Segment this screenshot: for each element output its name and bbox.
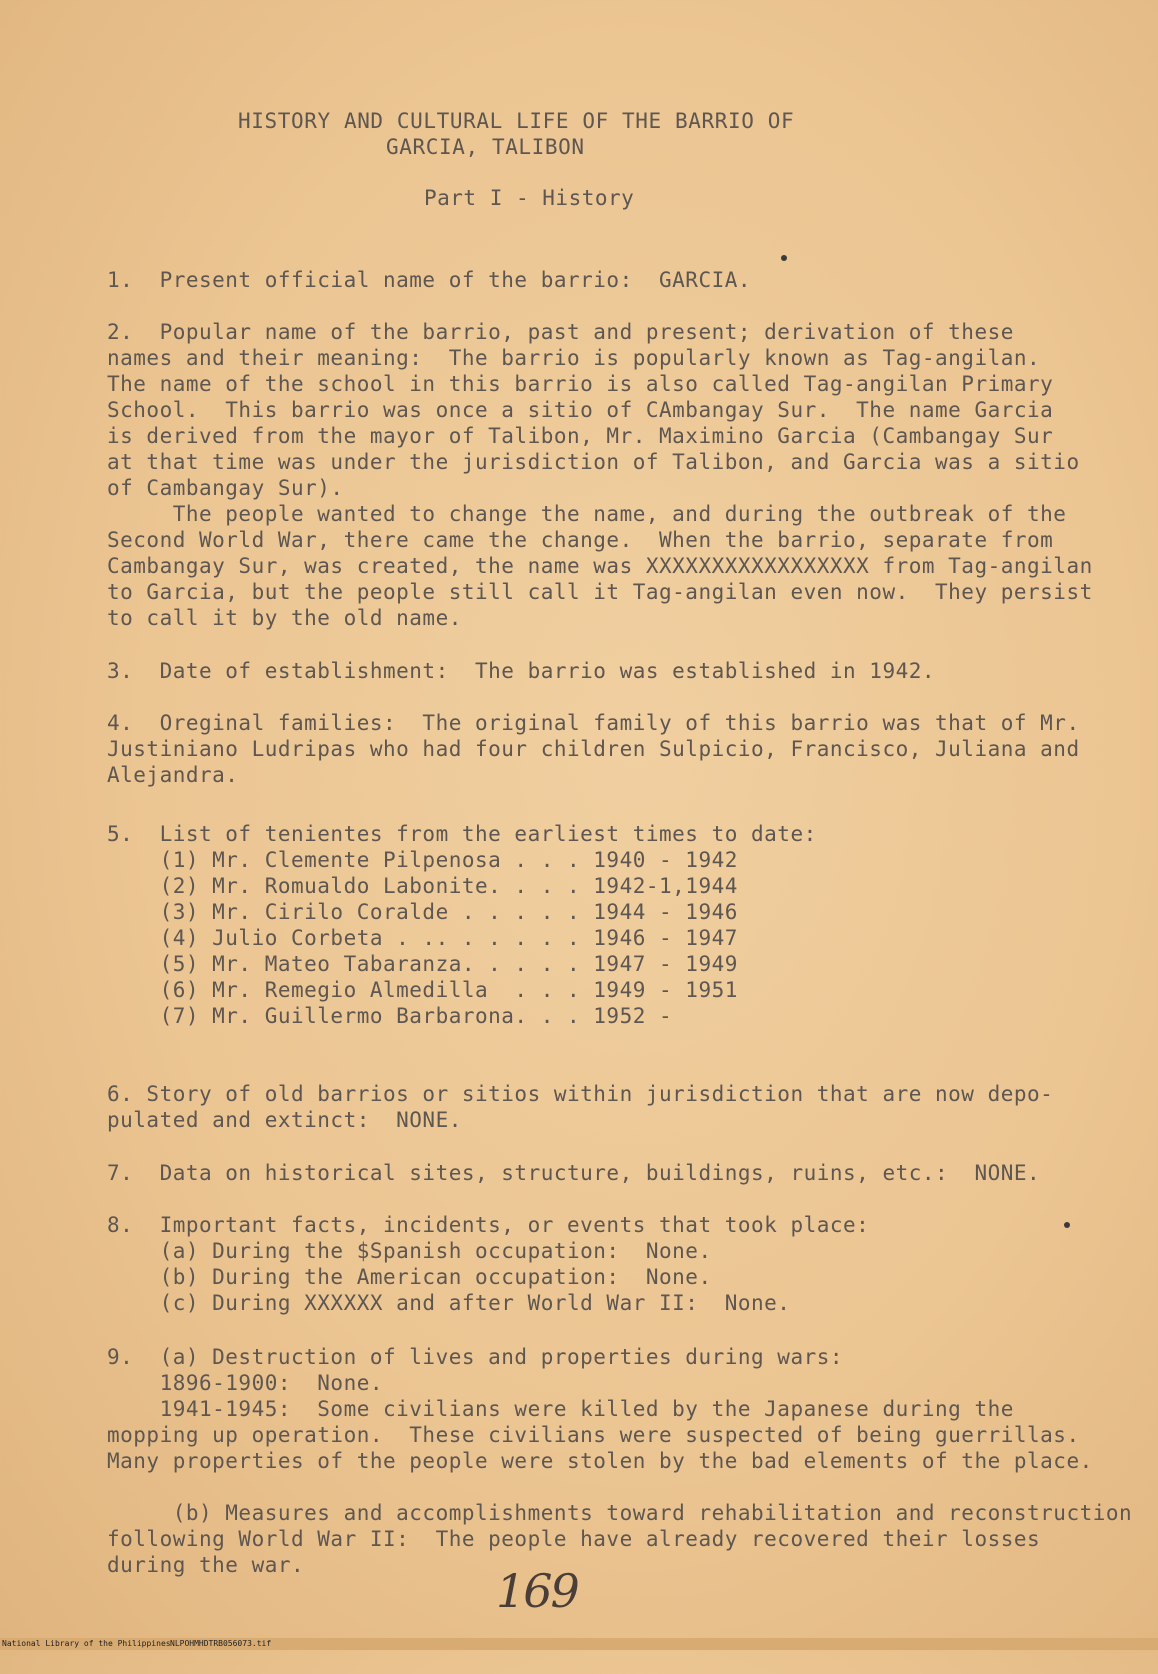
document-title-line-2: GARCIA, TALIBON <box>386 135 585 159</box>
text-line: Justiniano Ludripas who had four children Sulpicio, Francisco, Juliana and <box>107 737 1080 761</box>
text-line: Cambangay Sur, was created, the name was XXXXXXXXXXXXXXXXX from Tag-angilan <box>107 554 1093 578</box>
text-line: 9. (a) Destruction of lives and properties during wars: <box>107 1345 844 1369</box>
text-line: 7. Data on historical sites, structure, buildings, ruins, etc.: NONE. <box>107 1161 1041 1185</box>
text-line: 4. Oreginal families: The original family of this barrio was that of Mr. <box>107 711 1080 735</box>
text-line: to call it by the old name. <box>107 606 462 630</box>
text-line: 1896-1900: None. <box>107 1371 384 1395</box>
footer-bar <box>0 1638 1158 1650</box>
page-number-handwritten: 169 <box>496 1564 578 1618</box>
footer-filename: NLPOHMHDTRB056073.tif <box>170 1639 272 1648</box>
text-line: pulated and extinct: NONE. <box>107 1108 462 1132</box>
text-line: names and their meaning: The barrio is popularly known as Tag-angilan. <box>107 346 1041 370</box>
text-line: School. This barrio was once a sitio of CAmbangay Sur. The name Garcia <box>107 398 1054 422</box>
text-line: 5. List of tenientes from the earliest times to date: <box>107 822 817 846</box>
text-line: (b) During the American occupation: None. <box>107 1265 712 1289</box>
teniente-entry: (3) Mr. Cirilo Coralde . . . . . 1944 - 1946 <box>107 900 738 924</box>
teniente-entry: (1) Mr. Clemente Pilpenosa . . . 1940 - 1942 <box>107 848 738 872</box>
text-line: 8. Important facts, incidents, or events that took place: <box>107 1213 870 1237</box>
text-line: Second World War, there came the change. When the barrio, separate from <box>107 528 1054 552</box>
text-line: Many properties of the people were stolen by the bad elements of the place. <box>107 1449 1093 1473</box>
text-line: 1941-1945: Some civilians were killed by the Japanese during the <box>107 1397 1014 1421</box>
text-line: Alejandra. <box>107 763 239 787</box>
text-line: of Cambangay Sur). <box>107 476 344 500</box>
footer-source: National Library of the Philippines <box>2 1639 171 1648</box>
teniente-entry: (6) Mr. Remegio Almedilla . . . 1949 - 1951 <box>107 978 738 1002</box>
teniente-entry: (7) Mr. Guillermo Barbarona. . . 1952 - <box>107 1004 673 1028</box>
text-line: (b) Measures and accomplishments toward rehabilitation and reconstruction <box>107 1501 1133 1525</box>
text-line: mopping up operation. These civilians were suspected of being guerrillas. <box>107 1423 1080 1447</box>
text-line: 1. Present official name of the barrio: GARCIA. <box>107 268 752 292</box>
text-line: 6. Story of old barrios or sitios within jurisdiction that are now depo- <box>107 1082 1054 1106</box>
text-line: The people wanted to change the name, and during the outbreak of the <box>107 502 1067 526</box>
text-line: (c) During XXXXXX and after World War II: None. <box>107 1291 791 1315</box>
ink-dot <box>781 255 787 261</box>
text-line: The name of the school in this barrio is also called Tag-angilan Primary <box>107 372 1054 396</box>
teniente-entry: (5) Mr. Mateo Tabaranza. . . . . 1947 - 1949 <box>107 952 738 976</box>
text-line: at that time was under the jurisdiction of Talibon, and Garcia was a sitio <box>107 450 1080 474</box>
text-line: following World War II: The people have already recovered their losses <box>107 1527 1041 1551</box>
text-line: 2. Popular name of the barrio, past and present; derivation of these <box>107 320 1014 344</box>
text-line: 3. Date of establishment: The barrio was established in 1942. <box>107 659 936 683</box>
text-line: (a) During the $Spanish occupation: None. <box>107 1239 712 1263</box>
teniente-entry: (4) Julio Corbeta . .. . . . . . 1946 - 1947 <box>107 926 738 950</box>
teniente-entry: (2) Mr. Romualdo Labonite. . . . 1942-1,1944 <box>107 874 738 898</box>
document-title-line-1: HISTORY AND CULTURAL LIFE OF THE BARRIO OF <box>238 109 795 133</box>
part-heading: Part I - History <box>424 186 635 210</box>
text-line: is derived from the mayor of Talibon, Mr. Maximino Garcia (Cambangay Sur <box>107 424 1054 448</box>
ink-dot <box>1064 1222 1070 1228</box>
text-line: during the war. <box>107 1553 305 1577</box>
text-line: to Garcia, but the people still call it Tag-angilan even now. They persist <box>107 580 1093 604</box>
